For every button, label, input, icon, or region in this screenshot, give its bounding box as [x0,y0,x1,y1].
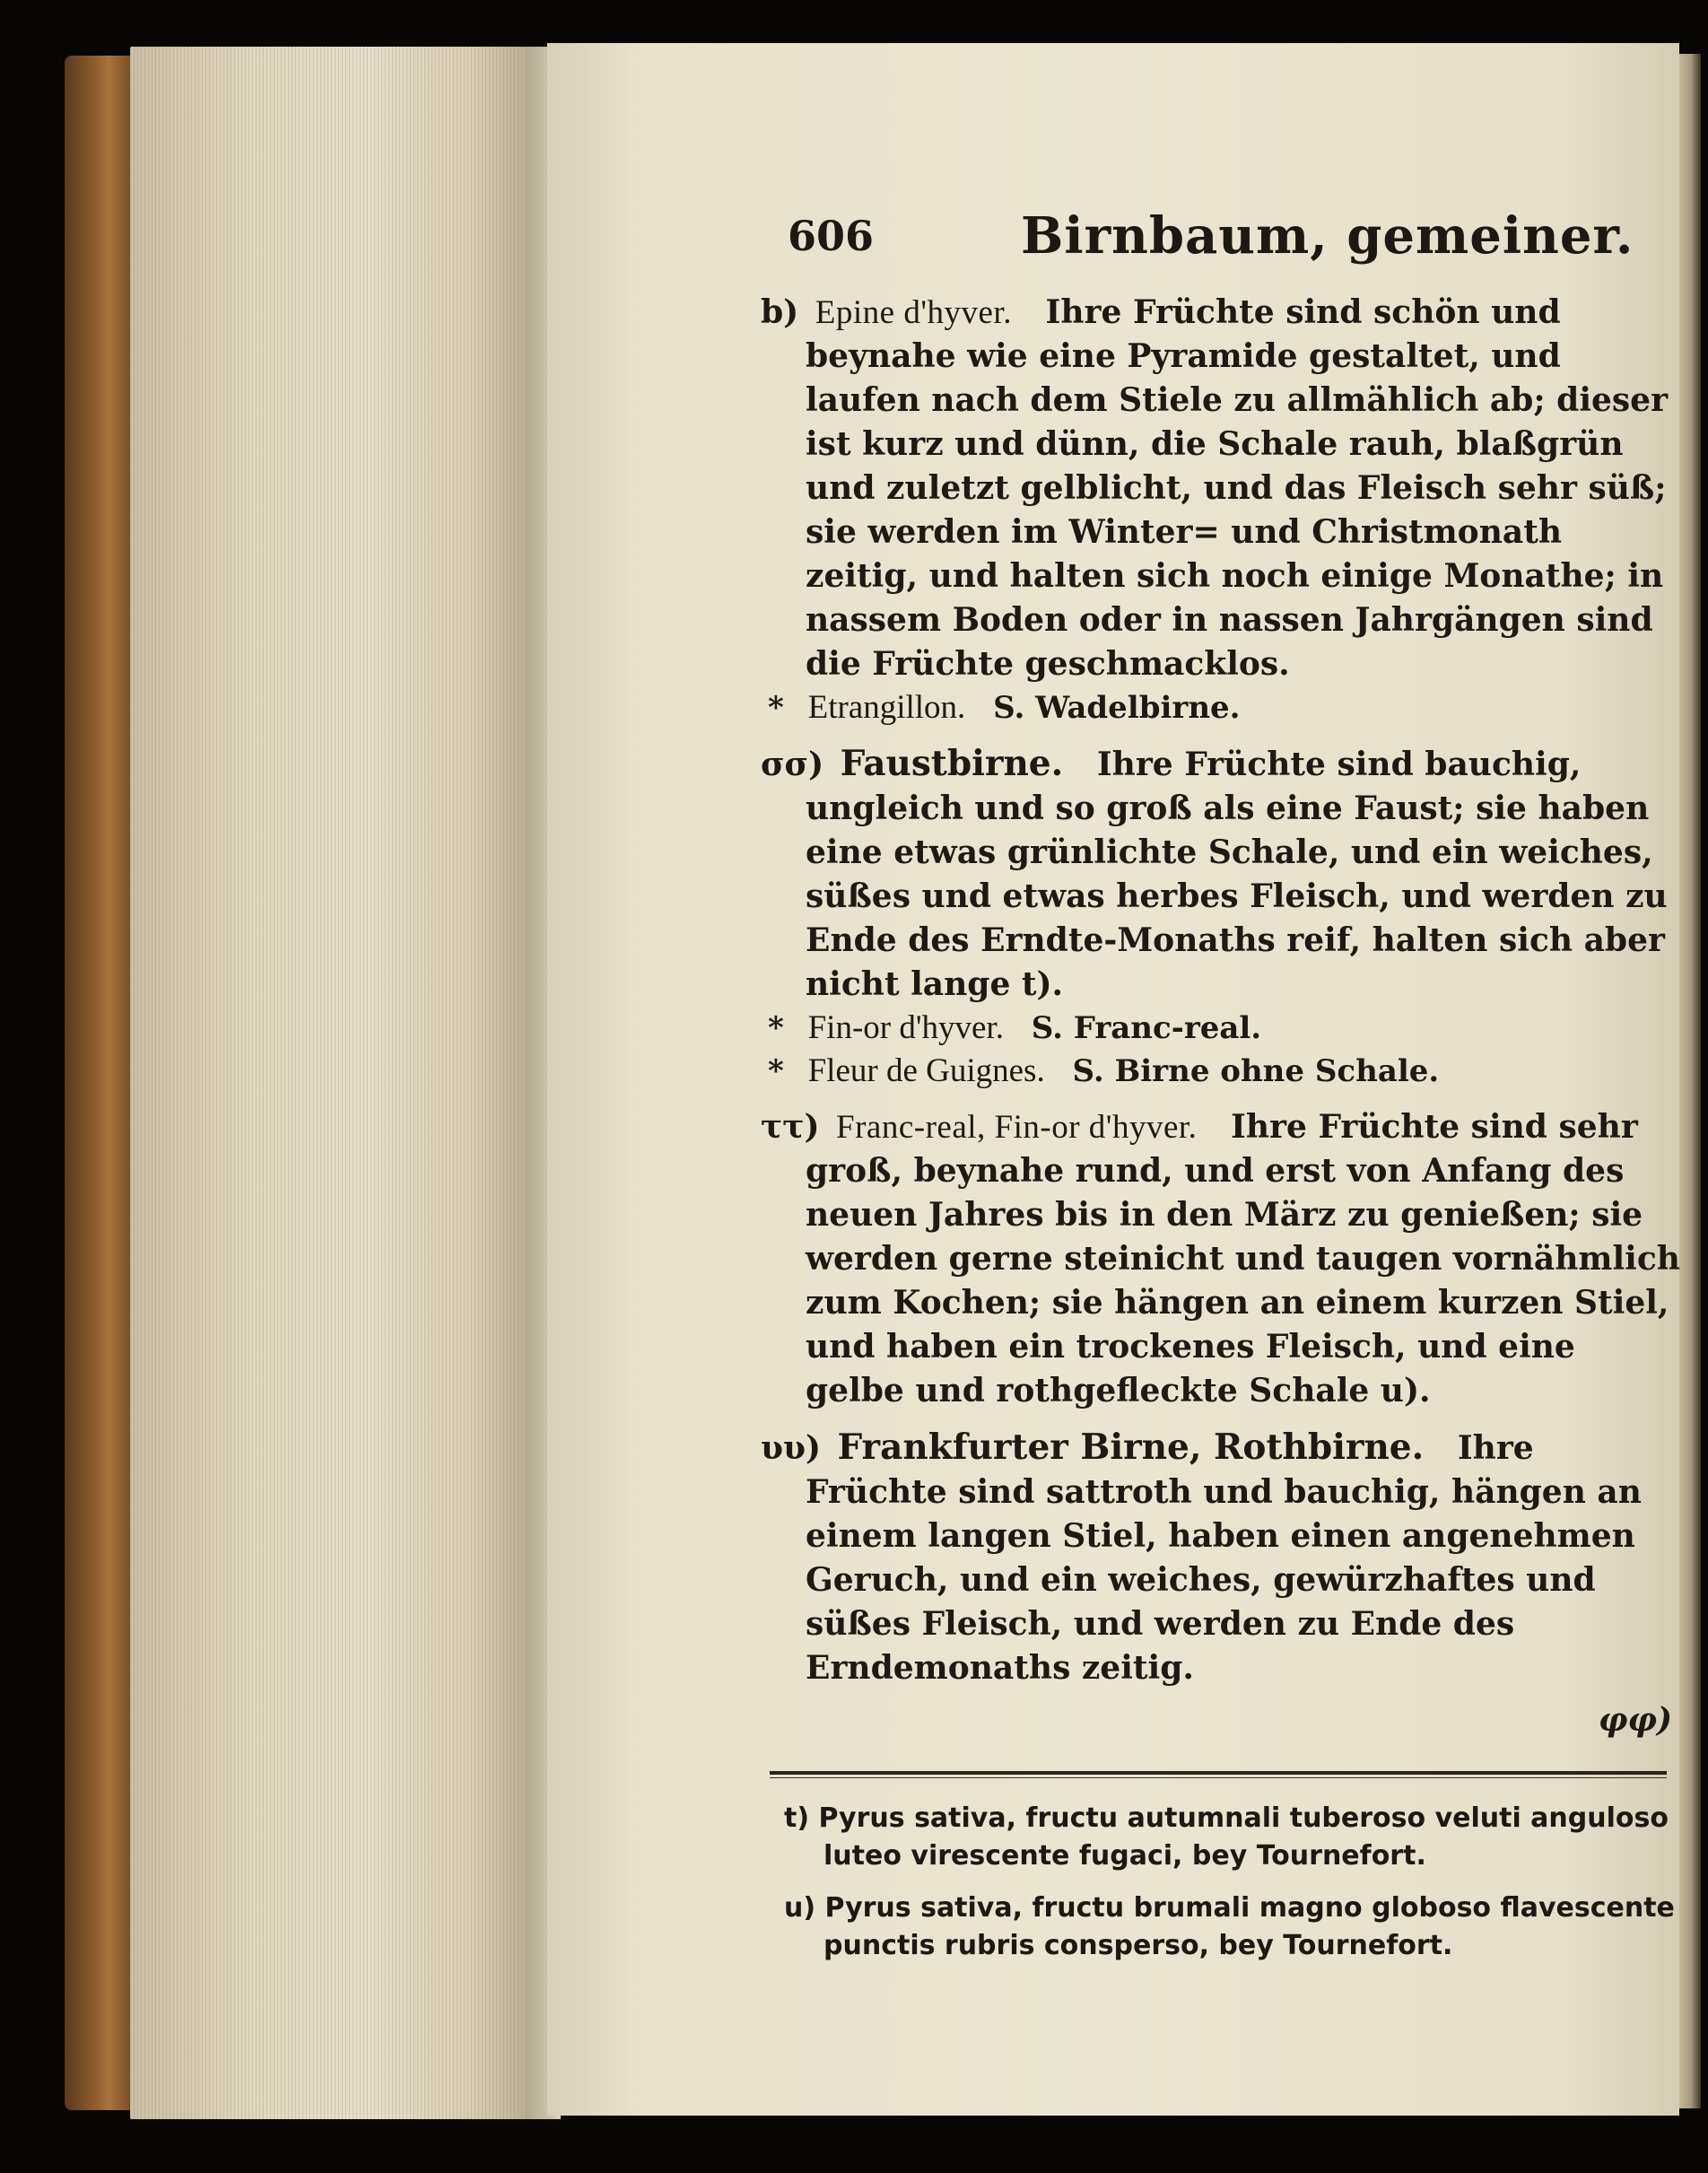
catchword: φφ) [1598,1701,1672,1739]
spacer [752,1413,1685,1426]
book-page [547,43,1679,2116]
asterisk-marker: * [768,690,784,726]
spacer [752,729,1685,742]
entry-mark: υυ) [761,1429,821,1467]
page-edges [130,47,534,2119]
entry-faustbirne [752,742,1685,1007]
entry-text: Ihre Früchte sind sehr groß, beynahe rund, und erst von Anfang des neuen Jahres bis in den März zu genießen; sie werden gerne steinicht und taugen vornähmlich zum Kochen; sie hängen an einem kurzen Stiel, und haben ein trockenes Fleisch, und eine gelbe und rothgefleckte Schale u). [806,1108,1680,1409]
entry-frankfurter-birne [752,1426,1685,1690]
page-number: 606 [788,212,875,260]
page-header [752,206,1685,278]
entry-latin-name: Franc-real, Fin-or d'hyver. [836,1109,1198,1146]
entry-text: Ihre Früchte sind schön und beynahe wie eine Pyramide gestaltet, und laufen nach dem Stiele zu allmählich ab; dieser ist kurz und dünn, die Schale rauh, blaßgrün und zuletzt gelblicht, und das Fleisch sehr süß; sie werden im Winter= und Christmonath zeitig, und halten sich noch einige Monathe; in nassem Boden oder in nassen Jahrgängen sind die Früchte geschmacklos. [806,293,1669,683]
spacer [752,1093,1685,1105]
cross-ref-target: S. Birne ohne Schale. [1072,1053,1440,1089]
running-head: Birnbaum, gemeiner. [1021,206,1634,266]
entry-text: Ihre Früchte sind sattroth und bauchig, hängen an einem langen Stiel, haben einen angenehmen Geruch, und ein weiches, gewürzhaftes und süßes Fleisch, und werden zu Ende des Erndemonaths zeitig. [806,1429,1642,1687]
page-content [752,206,1685,1965]
footnote-text: Pyrus sativa, fructu autumnali tuberoso veluti anguloso luteo virescente fugaci, bey Tournefort. [818,1802,1669,1872]
cross-ref-term: Etrangillon. [807,689,966,726]
entry-mark: ττ) [761,1108,820,1146]
entry-epine-dhyver [752,291,1685,686]
footnote-rule [770,1771,1667,1778]
cross-ref-term: Fin-or d'hyver. [807,1009,1004,1046]
cross-reference [752,1050,1685,1093]
asterisk-marker: * [768,1010,784,1046]
entry-heading: Frankfurter Birne, Rothbirne. [837,1427,1425,1468]
cross-ref-target: S. Wadelbirne. [993,690,1241,726]
cross-reference [752,1007,1685,1050]
entry-latin-name: Epine d'hyver. [815,294,1012,331]
entry-franc-real [752,1105,1685,1413]
footnote-t [752,1800,1685,1875]
cross-ref-term: Fleur de Guignes. [807,1052,1045,1089]
footnote-u [752,1889,1685,1965]
asterisk-marker: * [768,1053,784,1089]
cross-ref-target: S. Franc-real. [1031,1010,1262,1046]
entry-heading: Faustbirne. [840,743,1064,784]
entry-mark: b) [761,293,799,331]
footnote-text: Pyrus sativa, fructu brumali magno globoso flavescente punctis rubris consperso, bey Tournefort. [824,1892,1675,1961]
footnote-mark: u) [784,1892,816,1924]
cross-reference [752,686,1685,729]
footnote-mark: t) [784,1802,810,1834]
entry-text: Ihre Früchte sind bauchig, ungleich und so groß als eine Faust; sie haben eine etwas grünlichte Schale, und ein weiches, süßes und etwas herbes Fleisch, und werden zu Ende des Erndte-Monaths reif, halten sich aber nicht lange t). [806,746,1668,1003]
entry-mark: σσ) [761,746,824,783]
